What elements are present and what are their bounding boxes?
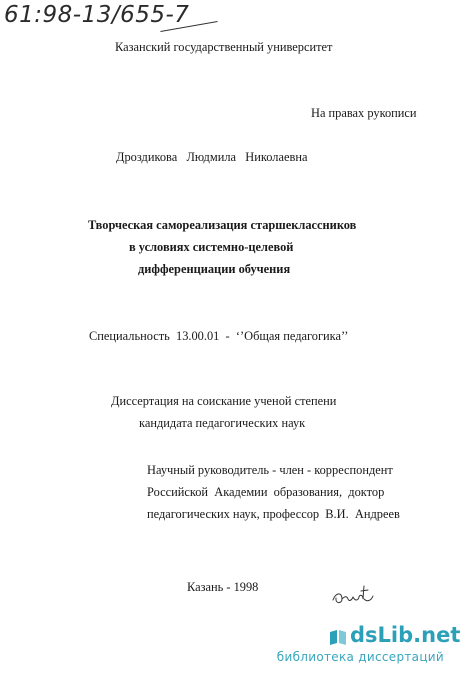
university-name: Казанский государственный университет [115, 40, 333, 54]
author-name: Дроздикова Людмила Николаевна [116, 150, 308, 164]
archive-code-handwritten: 61:98-13/655-7 [4, 2, 190, 28]
book-icon [328, 628, 348, 646]
title-line-1: Творческая самореализация старшеклассников [88, 218, 357, 232]
watermark-logo-suffix: .net [413, 623, 460, 647]
advisor-line-1: Научный руководитель - член - корреспондент [147, 463, 393, 477]
watermark-caption: библиотека диссертаций [276, 650, 444, 664]
degree-line-1: Диссертация на соискание ученой степени [111, 394, 337, 408]
title-line-2: в условиях системно-целевой [129, 240, 294, 254]
city-year: Казань - 1998 [187, 580, 259, 594]
advisor-line-2: Российской Академии образования, доктор [147, 485, 385, 499]
signature-handwritten [330, 582, 376, 610]
title-line-3: дифференциации обучения [138, 262, 291, 276]
advisor-line-3: педагогических наук, профессор В.И. Андреев [147, 507, 400, 521]
manuscript-rights-note: На правах рукописи [311, 106, 417, 120]
degree-line-2: кандидата педагогических наук [139, 416, 306, 430]
dslib-watermark [272, 622, 460, 670]
watermark-logo-main: dsLib [350, 623, 414, 647]
specialty-line: Специальность 13.00.01 - ‘’Общая педагогика’’ [89, 329, 349, 343]
watermark-logo [350, 622, 460, 648]
